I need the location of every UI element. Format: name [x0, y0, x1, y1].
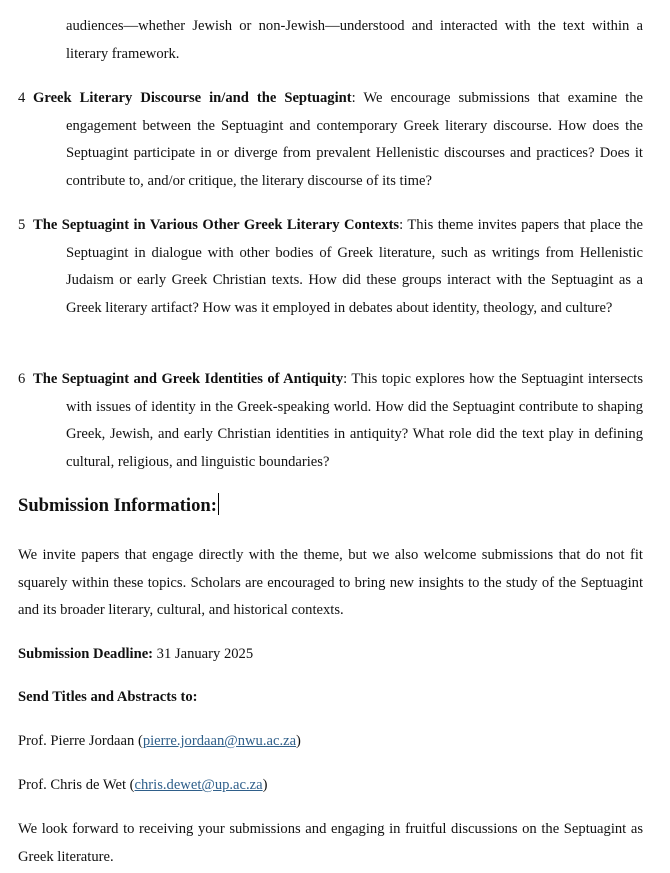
contact-jordaan	[18, 728, 301, 756]
submission-heading: Submission Information:	[18, 495, 217, 516]
theme-title: The Septuagint in Various Other Greek Literary Contexts	[33, 217, 400, 233]
email-link[interactable]: pierre.jordaan@nwu.ac.za	[142, 733, 297, 749]
submission-intro	[18, 542, 643, 625]
text-cursor	[218, 493, 219, 515]
closing-text: We look forward to receiving your submissions and engaging in fruitful discussions on the Septuagint as Greek literature.	[18, 821, 643, 865]
theme-title: The Septuagint and Greek Identities of Antiquity	[33, 371, 344, 387]
deadline-label: Submission Deadline:	[18, 646, 154, 662]
email-link[interactable]: chris.dewet@up.ac.za	[134, 777, 263, 793]
deadline-value: 31 January 2025	[153, 646, 254, 662]
theme-title: Greek Literary Discourse in/and the Septuagint	[33, 90, 352, 106]
theme-number: 4	[18, 90, 26, 106]
contact-close: )	[296, 733, 301, 749]
theme-item-5	[18, 212, 643, 322]
theme-number: 6	[18, 371, 26, 387]
theme-description: : This topic explores how the Septuagint intersects with issues of identity in the Greek-speaking world. How did the Septuagint contribute to shaping Greek, Jewish, and early Christian identities in antiquity? What role did the text play in defining cultural, religious, and linguistic boundaries?	[66, 371, 644, 470]
send-label: Send Titles and Abstracts to:	[18, 689, 198, 705]
send-to-line	[18, 684, 197, 712]
theme-number: 5	[18, 217, 26, 233]
contact-name: Prof. Chris de Wet (	[18, 777, 135, 793]
theme-item-4	[18, 85, 643, 195]
section-heading	[18, 493, 219, 519]
theme-description: : This theme invites papers that place the Septuagint in dialogue with other bodies of Greek literature, such as writings from Hellenistic Judaism or early Greek Christian texts. How did these groups interact with the Septuagint as a Greek literary artifact? How was it employed in debates about identity, theology, and culture?	[66, 217, 643, 316]
contact-dewet	[18, 772, 268, 800]
contact-name: Prof. Pierre Jordaan (	[18, 733, 143, 749]
closing-paragraph	[18, 816, 643, 871]
theme-item-6	[18, 366, 643, 476]
deadline-line	[18, 641, 253, 669]
theme-description: : We encourage submissions that examine the engagement between the Septuagint and contemporary Greek literary discourse. How does the Septuagint participate in or diverge from prevalent Hellenistic discourses and practices? Does it contribute to, and/or critique, the literary discourse of its time?	[66, 90, 643, 189]
contact-close: )	[262, 777, 268, 793]
continuation-text: audiences—whether Jewish or non-Jewish—understood and interacted with the text within a literary framework.	[66, 18, 643, 62]
intro-text: We invite papers that engage directly with the theme, but we also welcome submissions that do not fit squarely within these topics. Scholars are encouraged to bring new insights to the study of the Septuagint and its broader literary, cultural, and historical contexts.	[18, 547, 643, 618]
theme-3-continuation	[66, 13, 643, 68]
